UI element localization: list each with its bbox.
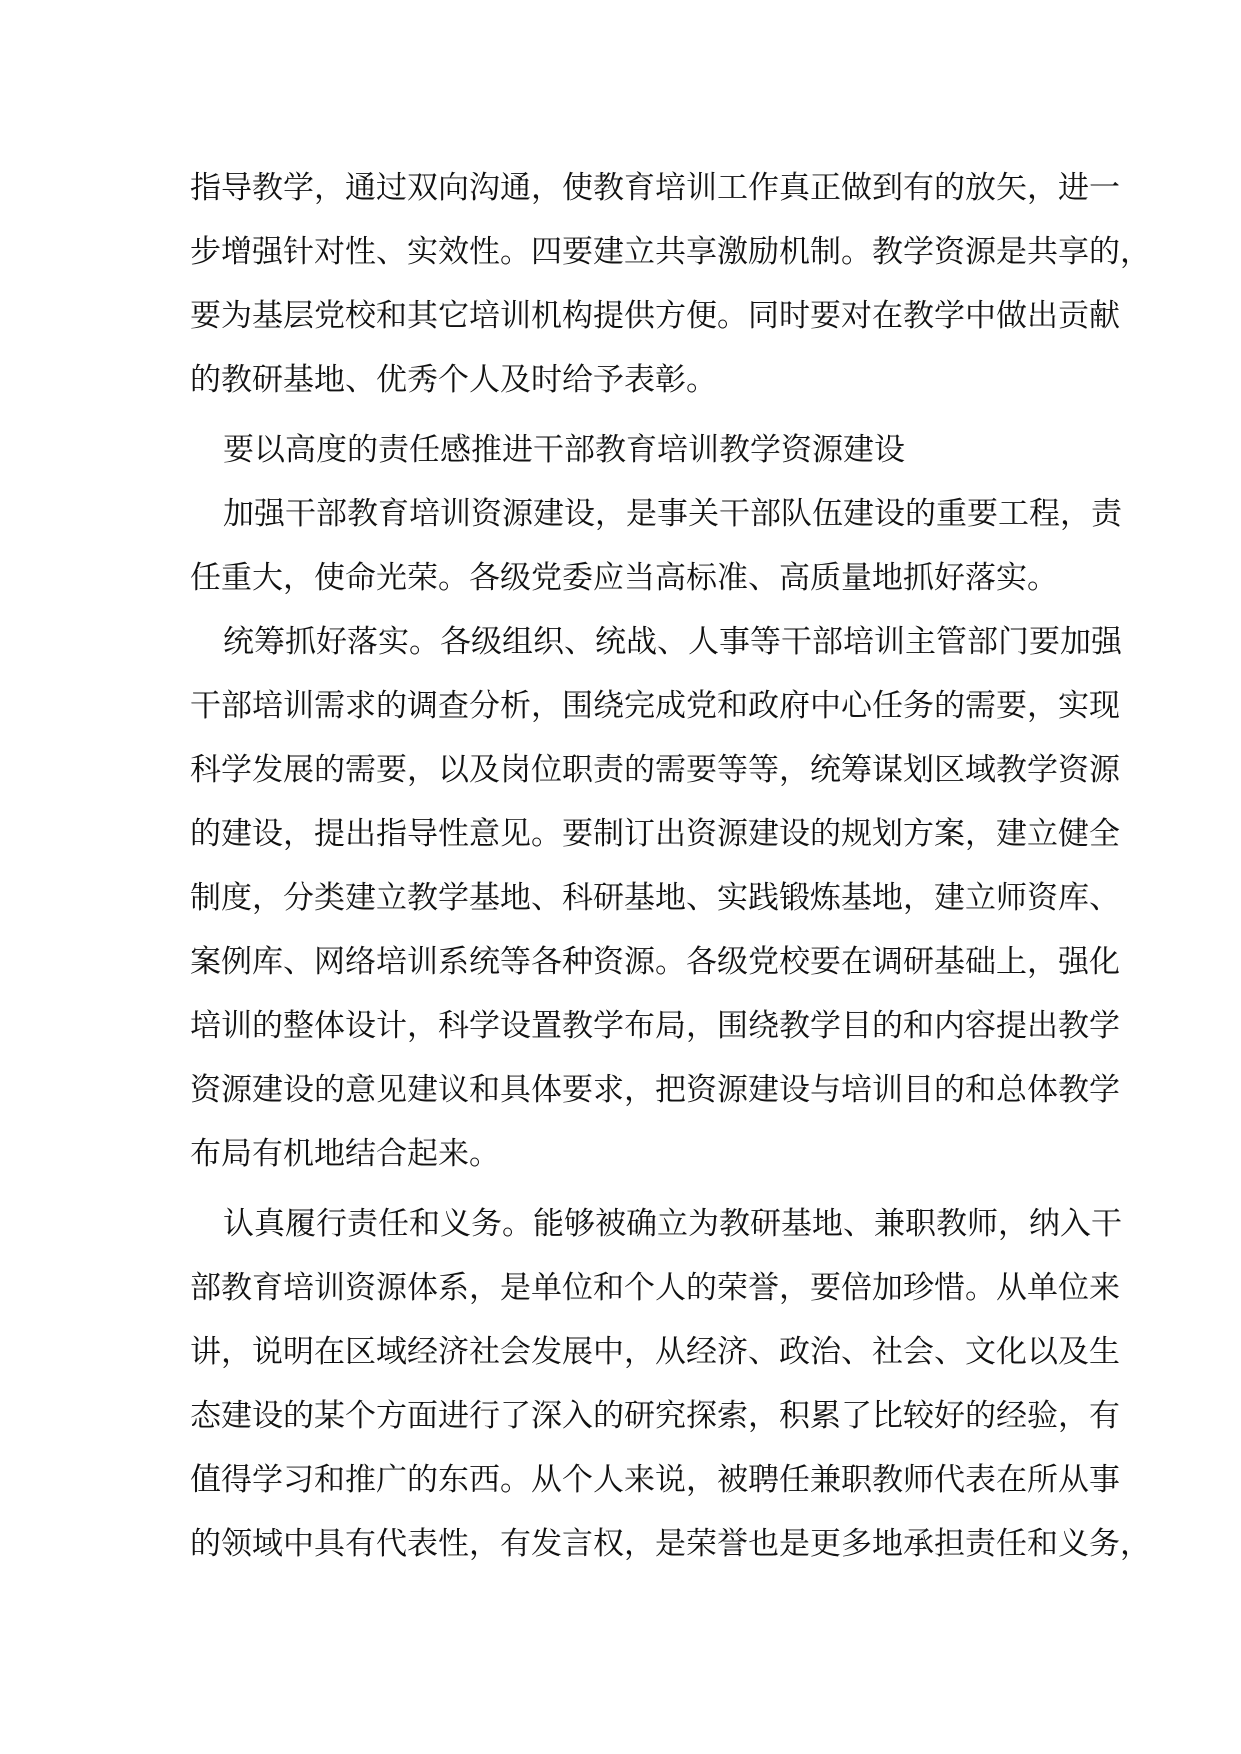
section-heading xyxy=(190,418,1054,482)
paragraph-1 xyxy=(190,156,1151,412)
text-line: 态建设的某个方面进行了深入的研究探索，积累了比较好的经验，有 xyxy=(190,1398,1120,1434)
text-line: 的建设，提出指导性意见。要制订出资源建设的规划方案，建立健全 xyxy=(190,816,1120,852)
text-line: 任重大，使命光荣。各级党委应当高标准、高质量地抓好落实。 xyxy=(190,560,1058,596)
text-line: 的教研基地、优秀个人及时给予表彰。 xyxy=(190,362,717,398)
paragraph-3 xyxy=(190,482,1122,610)
text-line: 讲，说明在区域经济社会发展中，从经济、政治、社会、文化以及生 xyxy=(190,1334,1120,1370)
text-line: 制度，分类建立教学基地、科研基地、实践锻炼基地，建立师资库、 xyxy=(190,880,1120,916)
text-line: 部教育培训资源体系，是单位和个人的荣誉，要倍加珍惜。从单位来 xyxy=(190,1270,1120,1306)
text-line: 认真履行责任和义务。能够被确立为教研基地、兼职教师，纳入干 xyxy=(223,1206,1122,1242)
text-line: 要以高度的责任感推进干部教育培训教学资源建设 xyxy=(223,432,905,468)
text-line: 布局有机地结合起来。 xyxy=(190,1136,500,1172)
text-line: 资源建设的意见建议和具体要求，把资源建设与培训目的和总体教学 xyxy=(190,1072,1120,1108)
text-line: 指导教学，通过双向沟通，使教育培训工作真正做到有的放矢，进一 xyxy=(190,170,1120,206)
text-line: 的领域中具有代表性，有发言权，是荣誉也是更多地承担责任和义务， xyxy=(190,1526,1151,1562)
text-line: 统筹抓好落实。各级组织、统战、人事等干部培训主管部门要加强 xyxy=(223,624,1122,660)
text-line: 案例库、网络培训系统等各种资源。各级党校要在调研基础上，强化 xyxy=(190,944,1120,980)
text-line: 干部培训需求的调查分析，围绕完成党和政府中心任务的需要，实现 xyxy=(190,688,1120,724)
paragraph-4 xyxy=(190,610,1122,1186)
text-line: 科学发展的需要，以及岗位职责的需要等等，统筹谋划区域教学资源 xyxy=(190,752,1120,788)
paragraph-5 xyxy=(190,1192,1151,1576)
text-line: 要为基层党校和其它培训机构提供方便。同时要对在教学中做出贡献 xyxy=(190,298,1120,334)
text-line: 培训的整体设计，科学设置教学布局，围绕教学目的和内容提出教学 xyxy=(190,1008,1120,1044)
text-line: 步增强针对性、实效性。四要建立共享激励机制。教学资源是共享的， xyxy=(190,234,1151,270)
text-line: 值得学习和推广的东西。从个人来说，被聘任兼职教师代表在所从事 xyxy=(190,1462,1120,1498)
text-line: 加强干部教育培训资源建设，是事关干部队伍建设的重要工程，责 xyxy=(223,496,1122,532)
document-body xyxy=(190,156,1151,1576)
